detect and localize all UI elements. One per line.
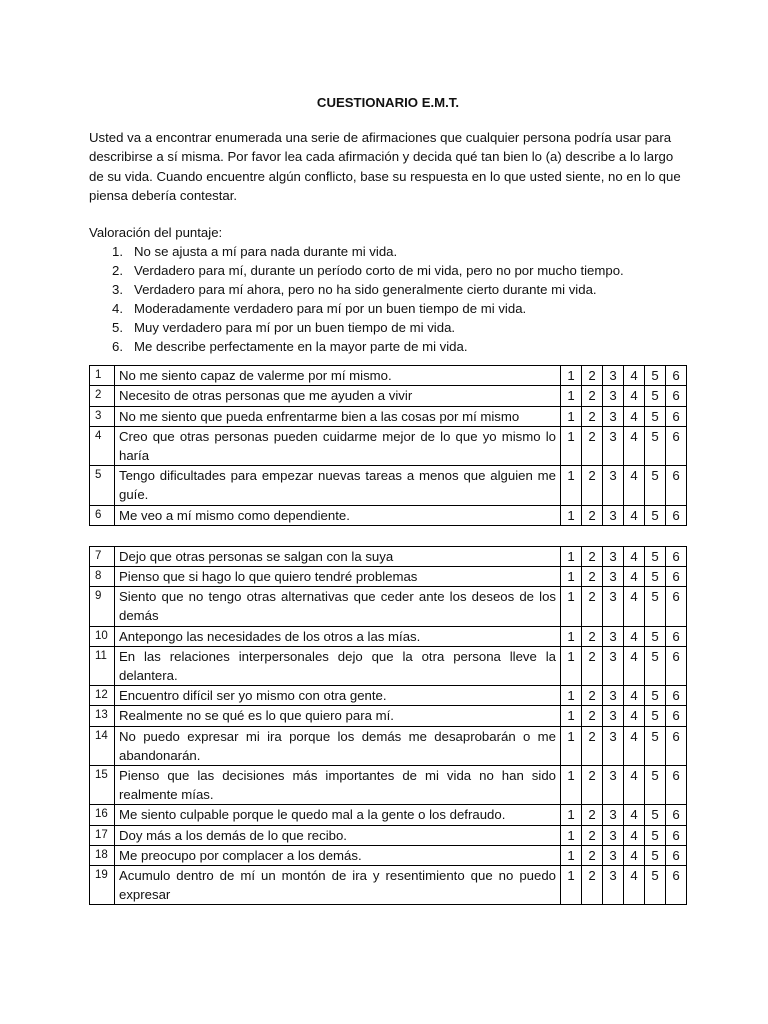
rating-option-2[interactable]: 2 bbox=[582, 825, 603, 845]
question-number: 7 bbox=[90, 546, 115, 566]
rating-option-6[interactable]: 6 bbox=[666, 366, 687, 386]
rating-option-5[interactable]: 5 bbox=[645, 646, 666, 685]
rating-option-3[interactable]: 3 bbox=[603, 406, 624, 426]
question-text: Tengo dificultades para empezar nuevas tareas a menos que alguien me guíe. bbox=[115, 466, 561, 505]
question-row bbox=[90, 686, 687, 706]
rating-option-4[interactable]: 4 bbox=[624, 466, 645, 505]
question-row bbox=[90, 587, 687, 626]
scale-item bbox=[112, 261, 687, 280]
rating-option-1[interactable]: 1 bbox=[561, 466, 582, 505]
rating-option-1[interactable]: 1 bbox=[561, 845, 582, 865]
scale-item bbox=[112, 337, 687, 356]
rating-option-4[interactable]: 4 bbox=[624, 686, 645, 706]
question-number: 2 bbox=[90, 386, 115, 406]
rating-option-6[interactable]: 6 bbox=[666, 726, 687, 765]
question-number: 12 bbox=[90, 686, 115, 706]
question-text: Necesito de otras personas que me ayuden a vivir bbox=[115, 386, 561, 406]
rating-option-2[interactable]: 2 bbox=[582, 686, 603, 706]
question-number: 8 bbox=[90, 567, 115, 587]
question-number: 18 bbox=[90, 845, 115, 865]
rating-option-3[interactable]: 3 bbox=[603, 866, 624, 905]
rating-option-3[interactable]: 3 bbox=[603, 646, 624, 685]
scale-item-number: 6. bbox=[112, 339, 123, 355]
question-row bbox=[90, 866, 687, 905]
rating-option-5[interactable]: 5 bbox=[645, 805, 666, 825]
rating-option-3[interactable]: 3 bbox=[603, 386, 624, 406]
question-text: Antepongo las necesidades de los otros a las mías. bbox=[115, 626, 561, 646]
question-row bbox=[90, 825, 687, 845]
question-text: Encuentro difícil ser yo mismo con otra gente. bbox=[115, 686, 561, 706]
rating-option-6[interactable]: 6 bbox=[666, 406, 687, 426]
rating-option-4[interactable]: 4 bbox=[624, 366, 645, 386]
rating-option-5[interactable]: 5 bbox=[645, 505, 666, 525]
rating-option-6[interactable]: 6 bbox=[666, 466, 687, 505]
question-number: 6 bbox=[90, 505, 115, 525]
question-text: Me preocupo por complacer a los demás. bbox=[115, 845, 561, 865]
question-row bbox=[90, 845, 687, 865]
rating-option-5[interactable]: 5 bbox=[645, 766, 666, 805]
question-row bbox=[90, 805, 687, 825]
rating-option-6[interactable]: 6 bbox=[666, 546, 687, 566]
question-number: 11 bbox=[90, 646, 115, 685]
rating-option-3[interactable]: 3 bbox=[603, 726, 624, 765]
rating-option-3[interactable]: 3 bbox=[603, 805, 624, 825]
rating-option-4[interactable]: 4 bbox=[624, 766, 645, 805]
question-row bbox=[90, 505, 687, 525]
rating-option-4[interactable]: 4 bbox=[624, 567, 645, 587]
rating-option-4[interactable]: 4 bbox=[624, 805, 645, 825]
rating-option-4[interactable]: 4 bbox=[624, 426, 645, 465]
rating-option-2[interactable]: 2 bbox=[582, 866, 603, 905]
rating-option-3[interactable]: 3 bbox=[603, 546, 624, 566]
question-row bbox=[90, 386, 687, 406]
rating-option-1[interactable]: 1 bbox=[561, 686, 582, 706]
rating-option-2[interactable]: 2 bbox=[582, 845, 603, 865]
question-text: Dejo que otras personas se salgan con la suya bbox=[115, 546, 561, 566]
scale-item-number: 1. bbox=[112, 244, 123, 260]
question-text: Pienso que si hago lo que quiero tendré problemas bbox=[115, 567, 561, 587]
question-number: 16 bbox=[90, 805, 115, 825]
rating-option-5[interactable]: 5 bbox=[645, 366, 666, 386]
scale-item-text: Me describe perfectamente en la mayor parte de mi vida. bbox=[134, 339, 468, 355]
question-number: 9 bbox=[90, 587, 115, 626]
rating-option-2[interactable]: 2 bbox=[582, 587, 603, 626]
rating-option-2[interactable]: 2 bbox=[582, 386, 603, 406]
rating-option-1[interactable]: 1 bbox=[561, 587, 582, 626]
rating-option-6[interactable]: 6 bbox=[666, 686, 687, 706]
question-row bbox=[90, 406, 687, 426]
question-row bbox=[90, 546, 687, 566]
rating-option-3[interactable]: 3 bbox=[603, 587, 624, 626]
rating-option-2[interactable]: 2 bbox=[582, 406, 603, 426]
rating-option-2[interactable]: 2 bbox=[582, 646, 603, 685]
rating-option-1[interactable]: 1 bbox=[561, 726, 582, 765]
question-row bbox=[90, 626, 687, 646]
rating-option-6[interactable]: 6 bbox=[666, 845, 687, 865]
question-row bbox=[90, 567, 687, 587]
question-number: 13 bbox=[90, 706, 115, 726]
question-number: 4 bbox=[90, 426, 115, 465]
rating-option-1[interactable]: 1 bbox=[561, 805, 582, 825]
rating-option-6[interactable]: 6 bbox=[666, 426, 687, 465]
question-number: 10 bbox=[90, 626, 115, 646]
rating-option-1[interactable]: 1 bbox=[561, 406, 582, 426]
rating-option-4[interactable]: 4 bbox=[624, 587, 645, 626]
rating-option-6[interactable]: 6 bbox=[666, 386, 687, 406]
rating-option-4[interactable]: 4 bbox=[624, 866, 645, 905]
scale-item-text: Verdadero para mí, durante un período corto de mi vida, pero no por mucho tiempo. bbox=[134, 263, 624, 279]
rating-option-1[interactable]: 1 bbox=[561, 546, 582, 566]
question-number: 1 bbox=[90, 366, 115, 386]
rating-option-3[interactable]: 3 bbox=[603, 766, 624, 805]
question-row bbox=[90, 366, 687, 386]
rating-option-1[interactable]: 1 bbox=[561, 866, 582, 905]
rating-option-2[interactable]: 2 bbox=[582, 805, 603, 825]
scale-item bbox=[112, 280, 687, 299]
rating-option-3[interactable]: 3 bbox=[603, 686, 624, 706]
question-row bbox=[90, 706, 687, 726]
rating-option-5[interactable]: 5 bbox=[645, 587, 666, 626]
rating-option-2[interactable]: 2 bbox=[582, 366, 603, 386]
scale-item bbox=[112, 299, 687, 318]
question-row bbox=[90, 426, 687, 465]
rating-option-3[interactable]: 3 bbox=[603, 825, 624, 845]
question-text: Siento que no tengo otras alternativas que ceder ante los deseos de los demás bbox=[115, 587, 561, 626]
question-text: Pienso que las decisiones más importantes de mi vida no han sido realmente mías. bbox=[115, 766, 561, 805]
rating-option-3[interactable]: 3 bbox=[603, 426, 624, 465]
rating-option-4[interactable]: 4 bbox=[624, 646, 645, 685]
rating-option-2[interactable]: 2 bbox=[582, 766, 603, 805]
question-text: No puedo expresar mi ira porque los demás me desaprobarán o me abandonarán. bbox=[115, 726, 561, 765]
rating-option-2[interactable]: 2 bbox=[582, 626, 603, 646]
rating-option-2[interactable]: 2 bbox=[582, 567, 603, 587]
scale-item-text: Muy verdadero para mí por un buen tiempo de mi vida. bbox=[134, 320, 456, 336]
rating-option-5[interactable]: 5 bbox=[645, 466, 666, 505]
rating-option-1[interactable]: 1 bbox=[561, 706, 582, 726]
rating-option-4[interactable]: 4 bbox=[624, 406, 645, 426]
scale-item-text: Moderadamente verdadero para mí por un buen tiempo de mi vida. bbox=[134, 301, 527, 317]
scale-item-text: Verdadero para mí ahora, pero no ha sido generalmente cierto durante mi vida. bbox=[134, 282, 597, 298]
scale-item-number: 4. bbox=[112, 301, 123, 317]
rating-option-3[interactable]: 3 bbox=[603, 567, 624, 587]
rating-option-1[interactable]: 1 bbox=[561, 505, 582, 525]
rating-option-5[interactable]: 5 bbox=[645, 546, 666, 566]
rating-option-2[interactable]: 2 bbox=[582, 505, 603, 525]
rating-option-5[interactable]: 5 bbox=[645, 726, 666, 765]
rating-option-3[interactable]: 3 bbox=[603, 505, 624, 525]
scale-heading: Valoración del puntaje: bbox=[89, 225, 223, 241]
rating-option-2[interactable]: 2 bbox=[582, 726, 603, 765]
rating-option-3[interactable]: 3 bbox=[603, 706, 624, 726]
rating-option-1[interactable]: 1 bbox=[561, 646, 582, 685]
question-number: 15 bbox=[90, 766, 115, 805]
rating-option-2[interactable]: 2 bbox=[582, 466, 603, 505]
rating-option-4[interactable]: 4 bbox=[624, 726, 645, 765]
question-number: 17 bbox=[90, 825, 115, 845]
scale-item bbox=[112, 318, 687, 337]
question-row bbox=[90, 466, 687, 505]
rating-option-6[interactable]: 6 bbox=[666, 587, 687, 626]
scale-list bbox=[89, 242, 687, 356]
rating-option-5[interactable]: 5 bbox=[645, 567, 666, 587]
rating-option-6[interactable]: 6 bbox=[666, 825, 687, 845]
rating-option-5[interactable]: 5 bbox=[645, 406, 666, 426]
table-gap bbox=[89, 526, 687, 546]
instructions-paragraph: Usted va a encontrar enumerada una serie de afirmaciones que cualquier persona podría usar para describirse a sí misma. Por favor lea cada afirmación y decida qué tan bien lo (a) describe a lo largo de su vida. Cuando encuentre algún conflicto, base su respuesta en lo que usted siente, no en lo que piensa debería contestar. bbox=[89, 130, 681, 203]
rating-option-4[interactable]: 4 bbox=[624, 626, 645, 646]
rating-option-6[interactable]: 6 bbox=[666, 766, 687, 805]
question-number: 19 bbox=[90, 866, 115, 905]
rating-option-4[interactable]: 4 bbox=[624, 546, 645, 566]
rating-option-5[interactable]: 5 bbox=[645, 845, 666, 865]
rating-option-5[interactable]: 5 bbox=[645, 386, 666, 406]
question-row bbox=[90, 726, 687, 765]
scale-item-number: 3. bbox=[112, 282, 123, 298]
rating-option-5[interactable]: 5 bbox=[645, 866, 666, 905]
rating-option-1[interactable]: 1 bbox=[561, 366, 582, 386]
rating-option-6[interactable]: 6 bbox=[666, 706, 687, 726]
rating-option-1[interactable]: 1 bbox=[561, 766, 582, 805]
rating-option-3[interactable]: 3 bbox=[603, 845, 624, 865]
scale-item bbox=[112, 242, 687, 261]
question-number: 5 bbox=[90, 466, 115, 505]
rating-option-5[interactable]: 5 bbox=[645, 686, 666, 706]
rating-option-1[interactable]: 1 bbox=[561, 626, 582, 646]
rating-option-4[interactable]: 4 bbox=[624, 845, 645, 865]
scale-item-text: No se ajusta a mí para nada durante mi vida. bbox=[134, 244, 398, 260]
scale-item-number: 2. bbox=[112, 263, 123, 279]
scale-item-number: 5. bbox=[112, 320, 123, 336]
question-text: Me veo a mí mismo como dependiente. bbox=[115, 505, 561, 525]
question-text: En las relaciones interpersonales dejo que la otra persona lleve la delantera. bbox=[115, 646, 561, 685]
question-row bbox=[90, 766, 687, 805]
rating-option-1[interactable]: 1 bbox=[561, 567, 582, 587]
rating-option-5[interactable]: 5 bbox=[645, 626, 666, 646]
rating-option-5[interactable]: 5 bbox=[645, 706, 666, 726]
rating-option-6[interactable]: 6 bbox=[666, 567, 687, 587]
rating-option-3[interactable]: 3 bbox=[603, 626, 624, 646]
rating-option-4[interactable]: 4 bbox=[624, 505, 645, 525]
question-text: No me siento capaz de valerme por mí mismo. bbox=[115, 366, 561, 386]
questions-table-dependence bbox=[89, 365, 687, 526]
question-text: Me siento culpable porque le quedo mal a la gente o los defraudo. bbox=[115, 805, 561, 825]
rating-option-4[interactable]: 4 bbox=[624, 706, 645, 726]
rating-option-5[interactable]: 5 bbox=[645, 825, 666, 845]
rating-option-2[interactable]: 2 bbox=[582, 706, 603, 726]
rating-option-4[interactable]: 4 bbox=[624, 386, 645, 406]
rating-option-2[interactable]: 2 bbox=[582, 546, 603, 566]
rating-option-2[interactable]: 2 bbox=[582, 426, 603, 465]
rating-option-1[interactable]: 1 bbox=[561, 426, 582, 465]
question-text: Creo que otras personas pueden cuidarme mejor de lo que yo mismo lo haría bbox=[115, 426, 561, 465]
rating-option-6[interactable]: 6 bbox=[666, 805, 687, 825]
rating-option-6[interactable]: 6 bbox=[666, 626, 687, 646]
rating-option-6[interactable]: 6 bbox=[666, 646, 687, 685]
rating-option-6[interactable]: 6 bbox=[666, 866, 687, 905]
rating-option-6[interactable]: 6 bbox=[666, 505, 687, 525]
rating-option-1[interactable]: 1 bbox=[561, 386, 582, 406]
question-text: No me siento que pueda enfrentarme bien a las cosas por mí mismo bbox=[115, 406, 561, 426]
question-row bbox=[90, 646, 687, 685]
question-text: Acumulo dentro de mí un montón de ira y resentimiento que no puedo expresar bbox=[115, 866, 561, 905]
question-number: 14 bbox=[90, 726, 115, 765]
question-number: 3 bbox=[90, 406, 115, 426]
page-title: CUESTIONARIO E.M.T. bbox=[316, 95, 460, 110]
rating-option-3[interactable]: 3 bbox=[603, 366, 624, 386]
questions-table-subjugation bbox=[89, 546, 687, 906]
rating-option-1[interactable]: 1 bbox=[561, 825, 582, 845]
rating-option-3[interactable]: 3 bbox=[603, 466, 624, 505]
rating-option-5[interactable]: 5 bbox=[645, 426, 666, 465]
questionnaire-page bbox=[89, 94, 687, 905]
question-text: Realmente no se qué es lo que quiero para mí. bbox=[115, 706, 561, 726]
question-text: Doy más a los demás de lo que recibo. bbox=[115, 825, 561, 845]
rating-option-4[interactable]: 4 bbox=[624, 825, 645, 845]
